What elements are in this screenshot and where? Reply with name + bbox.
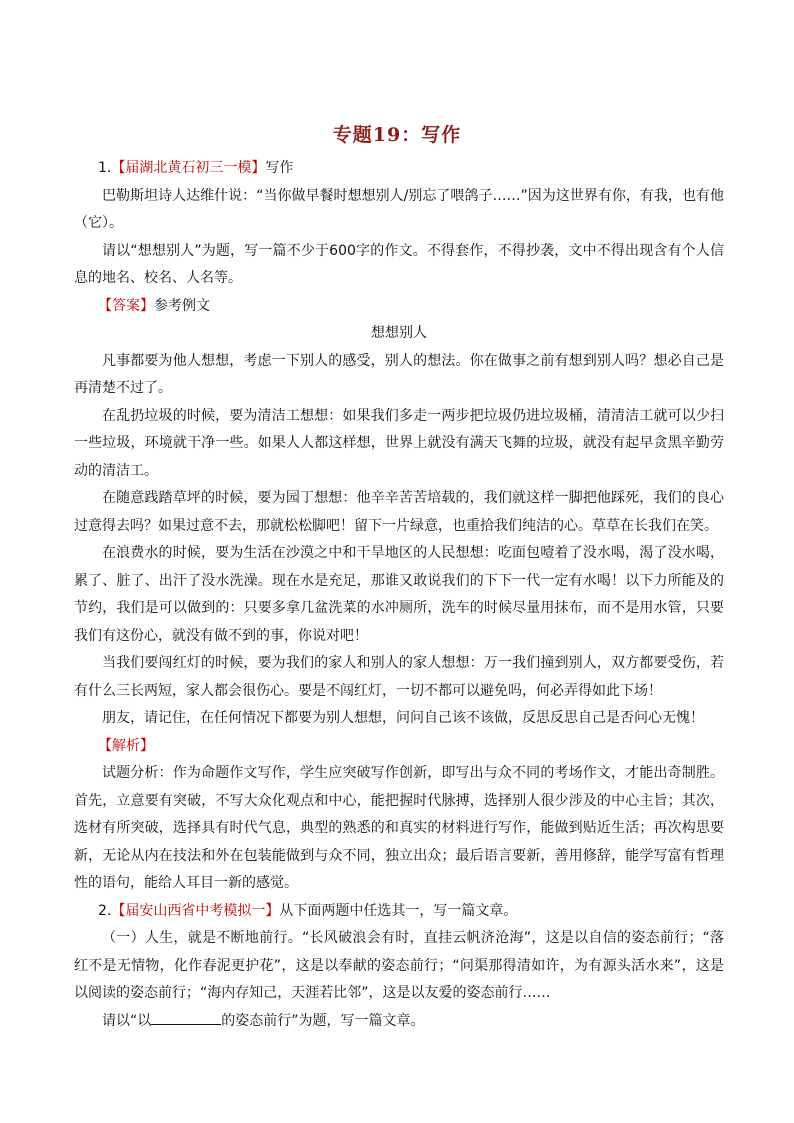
question-1-header [74, 155, 724, 183]
question-2-instruction [74, 1008, 724, 1036]
question-type: 从下面两题中任选其一，写一篇文章。 [279, 902, 518, 919]
essay-paragraph: 在乱扔垃圾的时候，要为清洁工想想：如果我们多走一两步把垃圾仍进垃圾桶，清清洁工就可以少扫一些垃圾，环境就干净一些。如果人人都这样想，世界上就没有满天飞舞的垃圾，就没有起早贪黑辛勤劳动的清洁工。 [74, 407, 724, 479]
question-number: 2. [98, 902, 112, 919]
question-2-option-1: （一）人生，就是不断地前行。“长风破浪会有时，直挂云帆济沧海”，这是以自信的姿态前行；“落红不是无情物，化作春泥更护花”，这是以奉献的姿态前行；“问渠那得清如许，为有源头活水来”，这是以阅读的姿态前行；“海内存知己，天涯若比邻”，这是以友爱的姿态前行…… [74, 930, 724, 1001]
essay-paragraph: 朋友，请记住，在任何情况下都要为别人想想，问问自己该不该做，反思反思自己是否问心无愧！ [102, 710, 704, 726]
essay-paragraph: 凡事都要为他人想想，考虑一下别人的感受，别人的想法。你在做事之前有想到别人吗？想必自己是再清楚不过了。 [74, 352, 724, 396]
essay-paragraph: 在浪费水的时候，要为生活在沙漠之中和干旱地区的人民想想：吃面包噎着了没水喝，渴了没水喝，累了、脏了、出汗了没水洗澡。现在水是充足，那谁又敢说我们的下下一代一定有水喝！以下力所能及的节约，我们是可以做到的：只要多拿几盆洗菜的水冲厕所，洗车的时候尽量用抹布，而不是用水管，只要我们有这份心，就没有做不到的事，你说对吧！ [74, 545, 724, 644]
answer-tag: 【答案】 [98, 297, 154, 314]
page-title: 专题19：写作 [332, 124, 462, 146]
fill-blank-line [151, 1010, 221, 1025]
question-source-tag: 【届湖北黄石初三一模】 [111, 160, 266, 176]
question-1-prompt: 巴勒斯坦诗人达维什说：“当你做早餐时想想别人/别忘了喂鸽子……”因为这世界有你，有我，也有他（它）。 [74, 187, 724, 231]
question-2-header [74, 898, 724, 926]
analysis-tag: 【解析】 [98, 737, 154, 754]
answer-header [74, 293, 724, 321]
analysis-text: 试题分析：作为命题作文写作，学生应突破写作创新，即写出与众不同的考场作文，才能出奇制胜。首先，立意要有突破，不写大众化观点和中心，能把握时代脉搏，选择别人很少涉及的中心主旨；其次，选材有所突破，选择具有时代气息，典型的熟悉的和真实的材料进行写作，能做到贴近生活；再次构思要新，无论从内在技法和外在包装能做到与众不同，独立出众；最后语言要新，善用修辞，能学写富有哲理性的语句，能给人耳目一新的感觉。 [74, 765, 724, 891]
question-number: 1. [98, 160, 112, 176]
essay-title: 想想别人 [371, 325, 427, 341]
essay-paragraph: 在随意践踏草坪的时候，要为园丁想想：他辛辛苦苦培载的，我们就这样一脚把他踩死，我们的良心过意得去吗？如果过意不去，那就松松脚吧！留下一片绿意，也重拾我们纯洁的心。草草在长我们在笑。 [74, 490, 724, 534]
instruction-suffix: 的姿态前行”为题，写一篇文章。 [221, 1012, 425, 1029]
essay-paragraph: 当我们要闯红灯的时候，要为我们的家人和别人的家人想想：万一我们撞到别人，双方都要受伤，若有什么三长两短，家人都会很伤心。要是不闯红灯，一切不都可以避免吗，何必弄得如此下场！ [74, 655, 724, 699]
question-type: 写作 [265, 160, 294, 176]
analysis-header [74, 733, 724, 761]
question-source-tag: 【届安山西省中考模拟一】 [111, 902, 280, 919]
document-body [74, 155, 724, 1035]
instruction-prefix: 请以“以 [102, 1012, 152, 1029]
answer-label: 参考例文 [154, 297, 210, 314]
question-1-requirement: 请以“想想别人”为题，写一篇不少于600字的作文。不得套作，不得抄袭，文中不得出现含有个人信息的地名、校名、人名等。 [74, 242, 724, 286]
